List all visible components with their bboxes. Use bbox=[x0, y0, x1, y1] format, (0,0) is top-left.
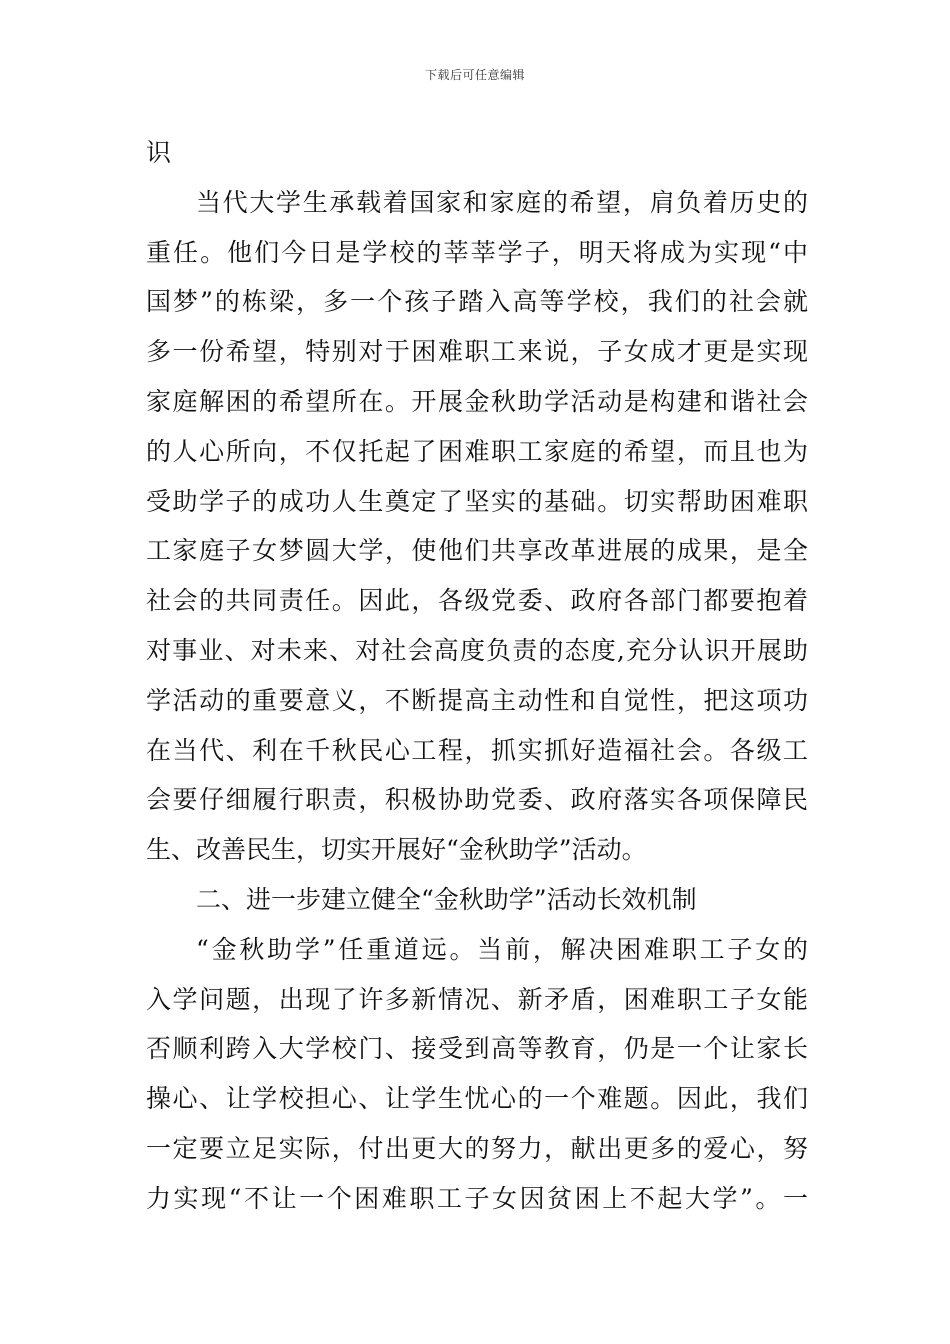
text-line: 一定要立足实际，付出更大的努力，献出更多的爱心，努 bbox=[146, 1133, 808, 1163]
text-line: 对事业、对未来、对社会高度负责的态度,充分认识开展助 bbox=[146, 635, 808, 665]
text-line: 多一份希望，特别对于困难职工来说，子女成才更是实现 bbox=[146, 337, 808, 367]
page-header: 下载后可任意编辑 bbox=[424, 68, 525, 82]
text-line: 操心、让学校担心、让学生忧心的一个难题。因此，我们 bbox=[146, 1084, 808, 1114]
text-line: 受助学子的成功人生奠定了坚实的基础。切实帮助困难职 bbox=[146, 486, 808, 516]
text-line: 的人心所向，不仅托起了困难职工家庭的希望，而且也为 bbox=[146, 436, 808, 466]
text-line: 否顺利跨入大学校门、接受到高等教育，仍是一个让家长 bbox=[146, 1034, 808, 1064]
text-line: 会要仔细履行职责，积极协助党委、政府落实各项保障民 bbox=[146, 785, 808, 815]
text-line: 国梦”的栋梁，多一个孩子踏入高等学校，我们的社会就 bbox=[146, 287, 808, 317]
text-line: 家庭解困的希望所在。开展金秋助学活动是构建和谐社会 bbox=[146, 386, 808, 416]
document-body bbox=[146, 128, 808, 1224]
text-line: 识 bbox=[146, 138, 172, 167]
text-line: 社会的共同责任。因此，各级党委、政府各部门都要抱着 bbox=[146, 586, 808, 616]
text-line: 工家庭子女梦圆大学，使他们共享改革进展的成果，是全 bbox=[146, 536, 808, 566]
text-line: “金秋助学”任重道远。当前，解决困难职工子女的 bbox=[196, 934, 808, 964]
text-line: 当代大学生承载着国家和家庭的希望，肩负着历史的 bbox=[196, 187, 808, 217]
text-line: 二、进一步建立健全“金秋助学”活动长效机制 bbox=[196, 884, 697, 914]
text-line: 力实现“不让一个困难职工子女因贫困上不起大学”。一 bbox=[146, 1183, 808, 1213]
text-line: 入学问题，出现了许多新情况、新矛盾，困难职工子女能 bbox=[146, 984, 808, 1014]
text-line: 生、改善民生，切实开展好“金秋助学”活动。 bbox=[146, 835, 647, 865]
text-line: 学活动的重要意义，不断提高主动性和自觉性，把这项功 bbox=[146, 685, 808, 715]
text-line: 在当代、利在千秋民心工程，抓实抓好造福社会。各级工 bbox=[146, 735, 808, 765]
text-line: 重任。他们今日是学校的莘莘学子，明天将成为实现“中 bbox=[146, 237, 808, 267]
